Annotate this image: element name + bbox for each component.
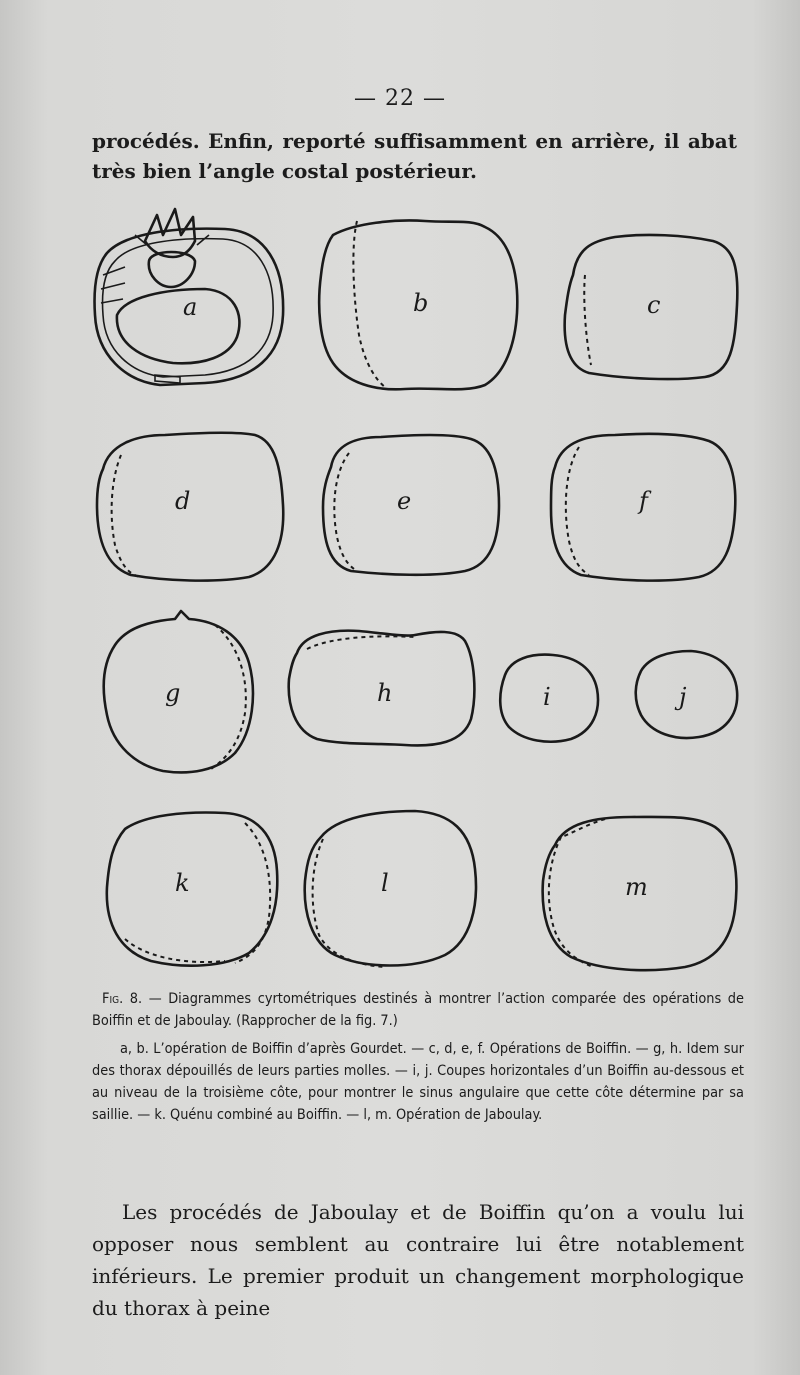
diagram-label-i: i (543, 683, 551, 711)
page-number: — 22 — (354, 86, 446, 111)
figure-title-text: — Diagrammes cyrtométriques destinés à montrer l’action comparée des opérations de Boiffin et de Jaboulay. (Rapprocher de la fig. 7.) (92, 991, 744, 1029)
diagram-label-g: g (165, 679, 181, 707)
paragraph-bottom: Les procédés de Jaboulay et de Boiffin qu’on a voulu lui opposer nous semblent au contraire lui être notablement inférieurs. Le premier produit un changement morphologique du thorax à peine (92, 1200, 744, 1320)
figure-caption (92, 988, 744, 1126)
diagram-k (107, 813, 277, 966)
diagram-c (565, 235, 738, 379)
paragraph-top: procédés. Enfin, reporté suffisamment en arrière, il abat très bien l’angle costal postérieur. (92, 129, 737, 183)
diagram-e (323, 435, 499, 575)
diagram-label-h: h (377, 679, 393, 707)
diagram-label-f: f (639, 487, 648, 515)
diagram-a (95, 209, 284, 385)
diagram-m (543, 817, 737, 970)
figure-caption-description: a, b. L’opération de Boiffin d’après Gourdet. — c, d, e, f. Opérations de Boiffin. — g, h. Idem sur des thorax dépouillés de leurs parties molles. — i, j. Coupes horizontales d’un Boiffin au-dessous et au niveau de la troisième côte, pour montrer le sinus angulaire que cette côte détermine par sa saillie. — k. Quénu combiné au Boiffin. — l, m. Opération de Jaboulay. (92, 1041, 744, 1123)
diagram-j (636, 651, 737, 738)
diagram-g (104, 611, 253, 772)
diagram-b (319, 221, 517, 390)
diagram-label-j: j (679, 683, 687, 711)
diagram-label-m: m (625, 873, 648, 901)
diagram-label-l: l (381, 869, 389, 897)
diagram-label-d: d (175, 487, 191, 515)
diagram-d (97, 433, 283, 581)
diagram-h (289, 631, 475, 746)
figure-label: Fig. 8. (102, 991, 143, 1007)
diagram-label-c: c (647, 291, 661, 319)
diagram-label-e: e (397, 487, 412, 515)
diagram-label-a: a (183, 293, 198, 321)
diagram-label-k: k (175, 869, 190, 897)
diagram-i (500, 655, 598, 742)
diagram-l (305, 811, 476, 967)
figure-8-cyrtometric-diagrams (85, 205, 755, 985)
diagram-f (551, 434, 735, 581)
figure-caption-title (92, 988, 744, 1032)
diagram-label-b: b (413, 289, 429, 317)
